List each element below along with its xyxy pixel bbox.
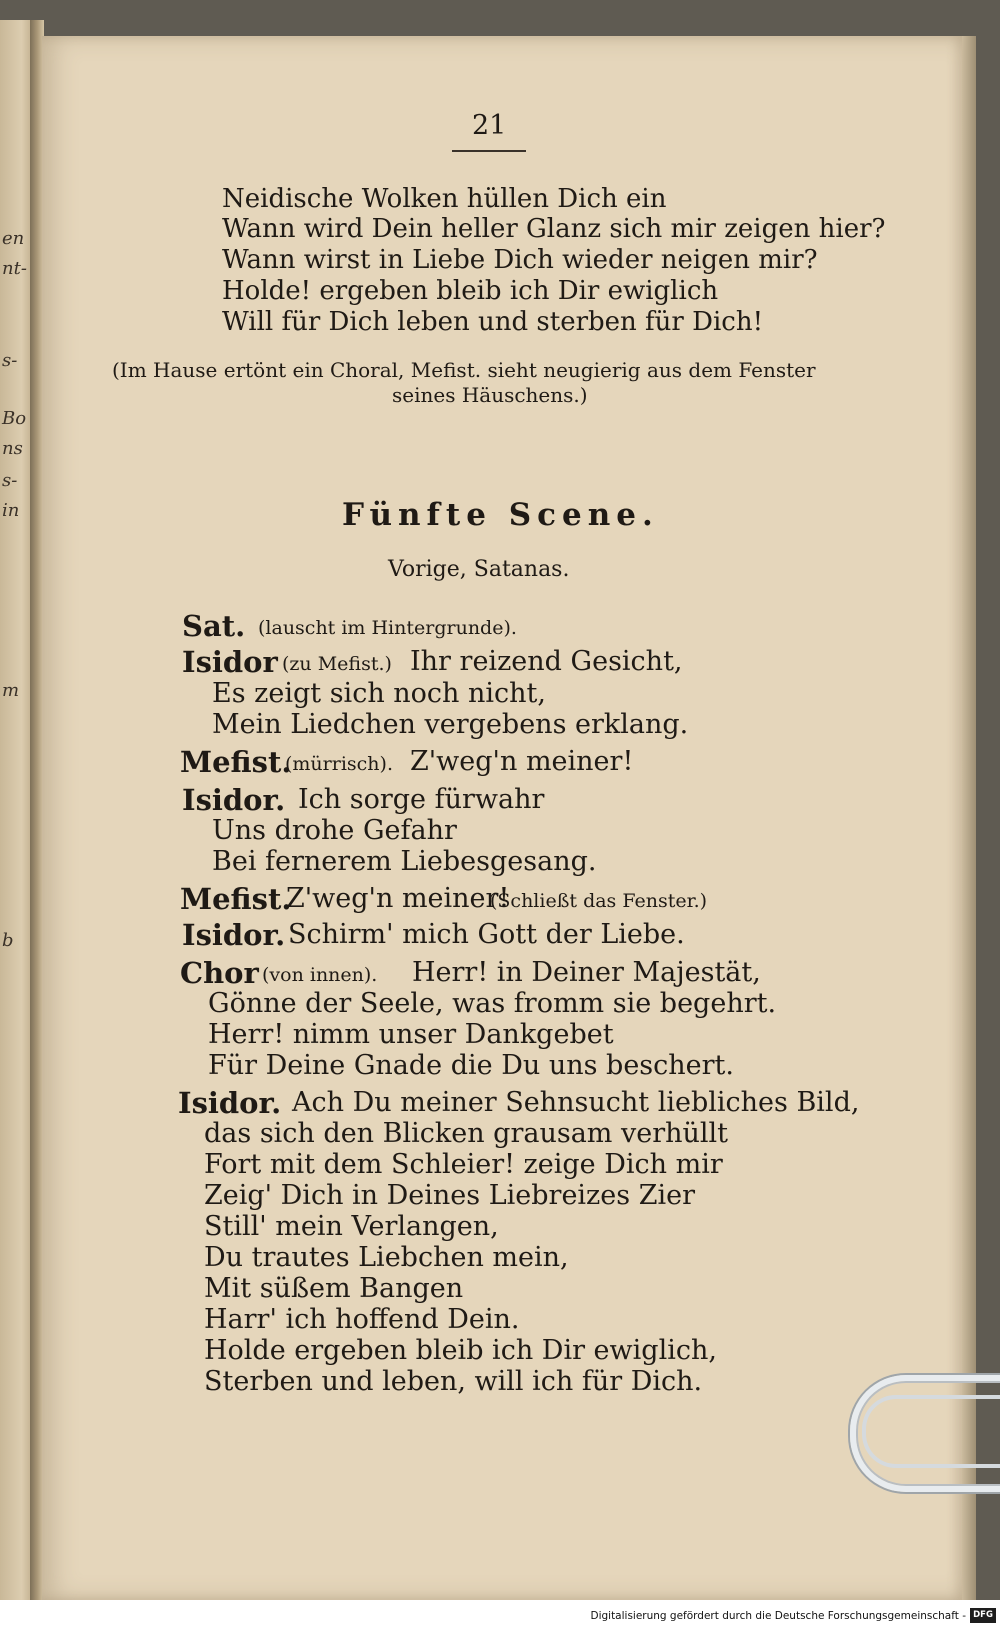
left-page-fragment: nt- [2, 258, 27, 279]
dialogue-line: Uns drohe Gefahr [212, 815, 457, 846]
speaker-name: Isidor [182, 645, 278, 679]
left-page-fragment: s- [2, 350, 18, 371]
speaker-name: Mefist. [180, 745, 292, 779]
page-stack-edge [962, 36, 976, 1600]
dialogue-line: Herr! in Deiner Majestät, [412, 957, 761, 988]
dialogue-line: Bei fernerem Liebesgesang. [212, 846, 597, 877]
scene-persons: Vorige, Satanas. [388, 557, 570, 582]
stage-aside: (von innen). [262, 964, 378, 986]
dialogue-line: Du trautes Liebchen mein, [204, 1242, 569, 1273]
dialogue-line: Schirm' mich Gott der Liebe. [288, 919, 685, 950]
dialogue-line: Es zeigt sich noch nicht, [212, 678, 546, 709]
paper-clip-inner-loop [862, 1395, 1000, 1468]
dialogue-line: Z'weg'n meiner! [410, 746, 634, 777]
dialogue-line: Fort mit dem Schleier! zeige Dich mir [204, 1149, 723, 1180]
verse-line: Wann wirst in Liebe Dich wieder neigen mir? [222, 245, 818, 275]
dialogue-line: Z'weg'n meiner! [286, 883, 510, 914]
scene-title: Fünfte Scene. [342, 497, 659, 533]
dialogue-line: Gönne der Seele, was fromm sie begehrt. [208, 988, 777, 1019]
left-page-fragment: Bo [2, 408, 27, 429]
dialogue-line: Holde ergeben bleib ich Dir ewiglich, [204, 1335, 717, 1366]
verse-line: Holde! ergeben bleib ich Dir ewiglich [222, 276, 719, 306]
stage-aside: (Schließt das Fenster.) [490, 890, 708, 912]
speaker-name: Chor [180, 956, 259, 990]
left-page-fragment: b [2, 930, 14, 951]
verse-line: Wann wird Dein heller Glanz sich mir zeigen hier? [222, 214, 886, 244]
dialogue-line: Mein Liedchen vergebens erklang. [212, 709, 689, 740]
left-page-fragment: m [2, 680, 20, 701]
speaker-name: Isidor. [178, 1086, 282, 1120]
dialogue-line: das sich den Blicken grausam verhüllt [204, 1118, 729, 1149]
left-page-fragment: en [2, 228, 25, 249]
dialogue-line: Sterben und leben, will ich für Dich. [204, 1366, 703, 1397]
stage-aside: (zu Mefist.) [282, 653, 392, 675]
dialogue-line: Ihr reizend Gesicht, [410, 646, 683, 677]
dialogue-line: Ach Du meiner Sehnsucht liebliches Bild, [292, 1087, 860, 1118]
dialogue-line: Ich sorge fürwahr [298, 784, 545, 815]
stage-aside: (lauscht im Hintergrunde). [258, 617, 517, 639]
page-number-rule [452, 150, 526, 152]
dialogue-line: Harr' ich hoffend Dein. [204, 1304, 520, 1335]
speaker-name: Sat. [182, 609, 246, 643]
verse-line: Will für Dich leben und sterben für Dich! [222, 307, 764, 337]
speaker-name: Isidor. [182, 918, 286, 952]
page-number: 21 [472, 110, 507, 141]
dialogue-line: Zeig' Dich in Deines Liebreizes Zier [204, 1180, 695, 1211]
dfg-logo: DFG [970, 1608, 996, 1623]
footer-credit: Digitalisierung gefördert durch die Deutsche Forschungsgemeinschaft - [590, 1610, 966, 1622]
dialogue-line: Für Deine Gnade die Du uns beschert. [208, 1050, 734, 1081]
speaker-name: Isidor. [182, 783, 286, 817]
stage-direction: (Im Hause ertönt ein Choral, Mefist. sieht neugierig aus dem Fenster [112, 358, 816, 382]
speaker-name: Mefist. [180, 882, 292, 916]
stage-aside: (mürrisch). [285, 753, 393, 775]
left-page-fragment: in [2, 500, 20, 521]
dialogue-line: Mit süßem Bangen [204, 1273, 464, 1304]
stage-direction: seines Häuschens.) [392, 383, 588, 407]
dialogue-line: Herr! nimm unser Dankgebet [208, 1019, 614, 1050]
left-page-fragment: s- [2, 470, 18, 491]
left-page-fragment: ns [2, 438, 23, 459]
dialogue-line: Still' mein Verlangen, [204, 1211, 499, 1242]
verse-line: Neidische Wolken hüllen Dich ein [222, 184, 667, 214]
